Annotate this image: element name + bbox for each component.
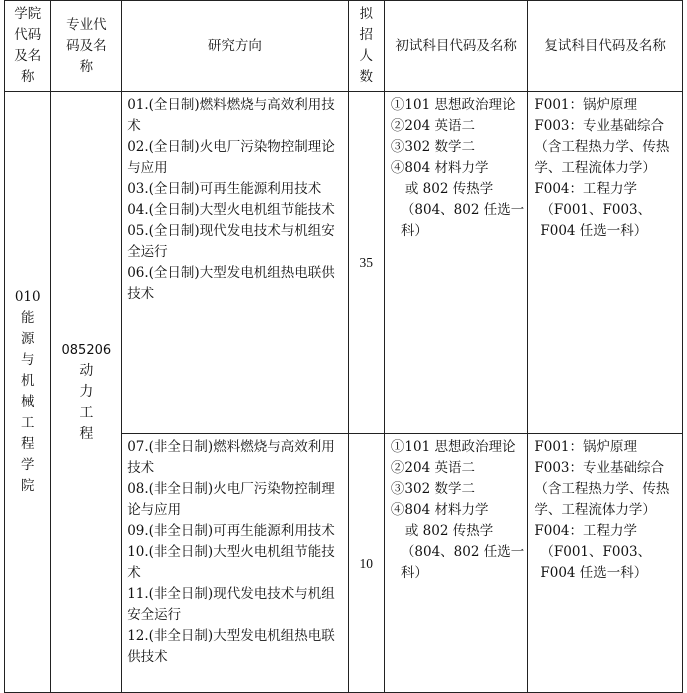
retest-subject-note: （F001、F003、F004 任选一科） [540, 544, 652, 581]
direction-item: 02.(全日制)火电厂污染物控制理论与应用 [127, 139, 335, 176]
retest-subject: F004：工程力学 [534, 181, 637, 197]
direction-list-parttime [122, 434, 348, 693]
initial-subject: ②204 英语二 [390, 118, 475, 134]
header-quota-char: 招 [359, 27, 373, 43]
retest-subject: F004：工程力学 [534, 523, 637, 539]
major-name-char: 力 [79, 383, 94, 400]
college-name-char: 械 [20, 394, 35, 410]
retest-exam-parttime [528, 434, 683, 693]
initial-subject: ④804 材料力学 [390, 502, 489, 518]
college-name-char: 能 [20, 310, 35, 326]
header-direction: 研究方向 [122, 1, 348, 92]
header-row [5, 1, 683, 92]
college-name-char: 机 [20, 373, 35, 389]
header-college [5, 1, 51, 92]
college-name-char: 学 [20, 457, 35, 473]
header-major-line: 专业代 [66, 16, 107, 33]
direction-item: 07.(非全日制)燃料燃烧与高效利用技术 [127, 439, 335, 476]
major-name-char: 工 [79, 404, 94, 421]
header-retest-exam: 复试科目代码及名称 [528, 1, 683, 92]
major-code: 085206 [61, 342, 112, 358]
direction-item: 05.(全日制)现代发电技术与机组安全运行 [127, 223, 335, 260]
initial-subject: 或 802 传热学 [404, 181, 494, 197]
initial-subject: ①101 思想政治理论 [390, 439, 516, 455]
retest-subject: F003：专业基础综合（含工程热力学、传热学、工程流体力学） [534, 118, 670, 176]
direction-item: 04.(全日制)大型火电机组节能技术 [127, 202, 335, 218]
retest-subject: F001：锅炉原理 [534, 439, 637, 455]
quota-parttime: 10 [348, 434, 384, 693]
fulltime-row [5, 92, 683, 434]
direction-item: 12.(非全日制)大型发电机组热电联供技术 [127, 628, 335, 665]
header-quota-char: 人 [359, 48, 373, 64]
direction-item: 09.(非全日制)可再生能源利用技术 [127, 523, 335, 539]
initial-subject: ③302 数学二 [390, 139, 475, 155]
college-name-char: 源 [20, 331, 35, 347]
college-name-char: 程 [20, 436, 35, 452]
header-major [51, 1, 122, 92]
header-college-line: 称 [20, 69, 35, 85]
admission-table [4, 0, 683, 693]
header-college-line: 代码 [14, 27, 42, 43]
direction-item: 06.(全日制)大型发电机组热电联供技术 [127, 265, 335, 302]
quota-fulltime: 35 [348, 92, 384, 434]
header-initial-exam: 初试科目代码及名称 [384, 1, 527, 92]
direction-item: 08.(非全日制)火电厂污染物控制理论与应用 [127, 481, 335, 518]
retest-subject: F003：专业基础综合（含工程热力学、传热学、工程流体力学） [534, 460, 670, 518]
major-cell [51, 92, 122, 693]
initial-subject: ①101 思想政治理论 [390, 97, 516, 113]
major-name-char: 动 [79, 362, 94, 379]
direction-list-fulltime [122, 92, 348, 434]
initial-subject: ②204 英语二 [390, 460, 475, 476]
college-name-char: 工 [20, 415, 35, 431]
college-cell [5, 92, 51, 693]
college-name-char: 与 [20, 352, 35, 368]
initial-subject-note: （804、802 任选一科） [400, 544, 525, 581]
initial-subject: ④804 材料力学 [390, 160, 489, 176]
direction-item: 01.(全日制)燃料燃烧与高效利用技术 [127, 97, 335, 134]
header-quota-char: 拟 [359, 6, 373, 22]
header-quota-char: 数 [359, 69, 373, 85]
retest-subject: F001：锅炉原理 [534, 97, 637, 113]
initial-subject: ③302 数学二 [390, 481, 475, 497]
initial-subject-note: （804、802 任选一科） [400, 202, 525, 239]
major-name-char: 程 [79, 425, 94, 442]
college-code: 010 [14, 289, 41, 305]
header-major-line: 码及名 [66, 37, 107, 54]
direction-item: 10.(非全日制)大型火电机组节能技术 [127, 544, 335, 581]
header-college-line: 学院 [14, 6, 42, 22]
initial-subject: 或 802 传热学 [404, 523, 494, 539]
retest-subject-note: （F001、F003、F004 任选一科） [540, 202, 652, 239]
header-quota [348, 1, 384, 92]
initial-exam-parttime [384, 434, 527, 693]
direction-item: 03.(全日制)可再生能源利用技术 [127, 181, 322, 197]
header-college-line: 及名 [14, 48, 42, 64]
retest-exam-fulltime [528, 92, 683, 434]
header-major-line: 称 [79, 58, 94, 75]
direction-item: 11.(非全日制)现代发电技术与机组安全运行 [127, 586, 335, 623]
college-name-char: 院 [20, 478, 35, 494]
initial-exam-fulltime [384, 92, 527, 434]
